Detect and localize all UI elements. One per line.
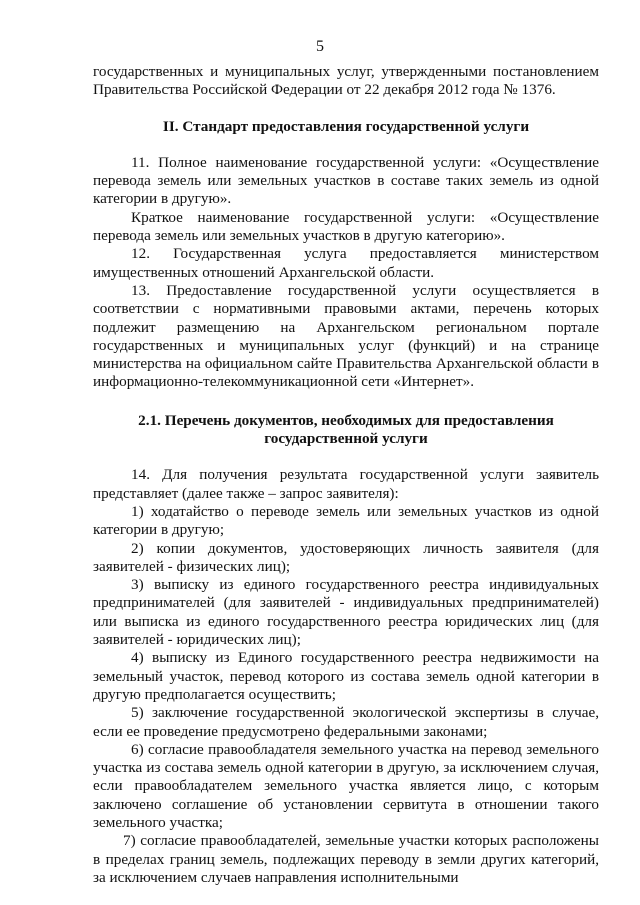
list-item-3: 3) выписку из единого государственного реестра индивидуальных предпринимателей (для заявителей - индивидуальных предпринимателей) или выписка из единого государственного реестра юридических лиц (для заявителей - юридических лиц); (93, 576, 599, 649)
page-number: 5 (316, 38, 324, 55)
list-item-4: 4) выписку из Единого государственного реестра недвижимости на земельный участок, перевод которого из состава земель одной категории в другую предполагается осуществить; (93, 649, 599, 703)
list-item-2: 2) копии документов, удостоверяющих личность заявителя (для заявителей - физических лиц); (93, 539, 599, 575)
list-item-6: 6) согласие правообладателя земельного участка на перевод земельного участка из состава земель одной категории в другую, за исключением случая, если правообладателем земельного участка является лицо, с которым заключено соглашение об установлении сервитута в отношении такого земельного участка; (93, 740, 599, 831)
paragraph-13: 13. Предоставление государственной услуги осуществляется в соответствии с нормативными правовыми актами, перечень которых подлежит размещению на Архангельском региональном портале государственных и муниципальных услуг (функций) и на странице министерства на официальном сайте Правительства Архангельской области в информационно-телекоммуникационной сети «Интернет». (93, 281, 599, 391)
list-item-5: 5) заключение государственной экологической экспертизы в случае, если ее проведение предусмотрено федеральными законами; (93, 704, 599, 740)
paragraph-14: 14. Для получения результата государственной услуги заявитель представляет (далее также – запрос заявителя): (93, 466, 599, 502)
paragraph-12: 12. Государственная услуга предоставляется министерством имущественных отношений Архангельской области. (93, 245, 599, 281)
paragraph-11-short-name: Краткое наименование государственной услуги: «Осуществление перевода земель или земельных участков в другую категорию». (93, 208, 599, 245)
list-item-1: 1) ходатайство о переводе земель или земельных участков из одной категории в другую; (93, 502, 599, 539)
section-heading: II. Стандарт предоставления государственной услуги (162, 117, 530, 135)
document-body (93, 63, 599, 887)
subsection-heading: 2.1. Перечень документов, необходимых для предоставления государственной услуги (138, 411, 554, 448)
intro-paragraph: государственных и муниципальных услуг, утвержденными постановлением Правительства Российской Федерации от 22 декабря 2012 года № 1376. (93, 63, 599, 99)
paragraph-11: 11. Полное наименование государственной услуги: «Осуществление перевода земель или земельных участков в составе таких земель из одной категории в другую». (93, 153, 599, 208)
list-item-7: 7) согласие правообладателей, земельные участки которых расположены в пределах границ земель, подлежащих переводу в земли других категорий, за исключением случаев направления исполнительными (93, 832, 599, 886)
